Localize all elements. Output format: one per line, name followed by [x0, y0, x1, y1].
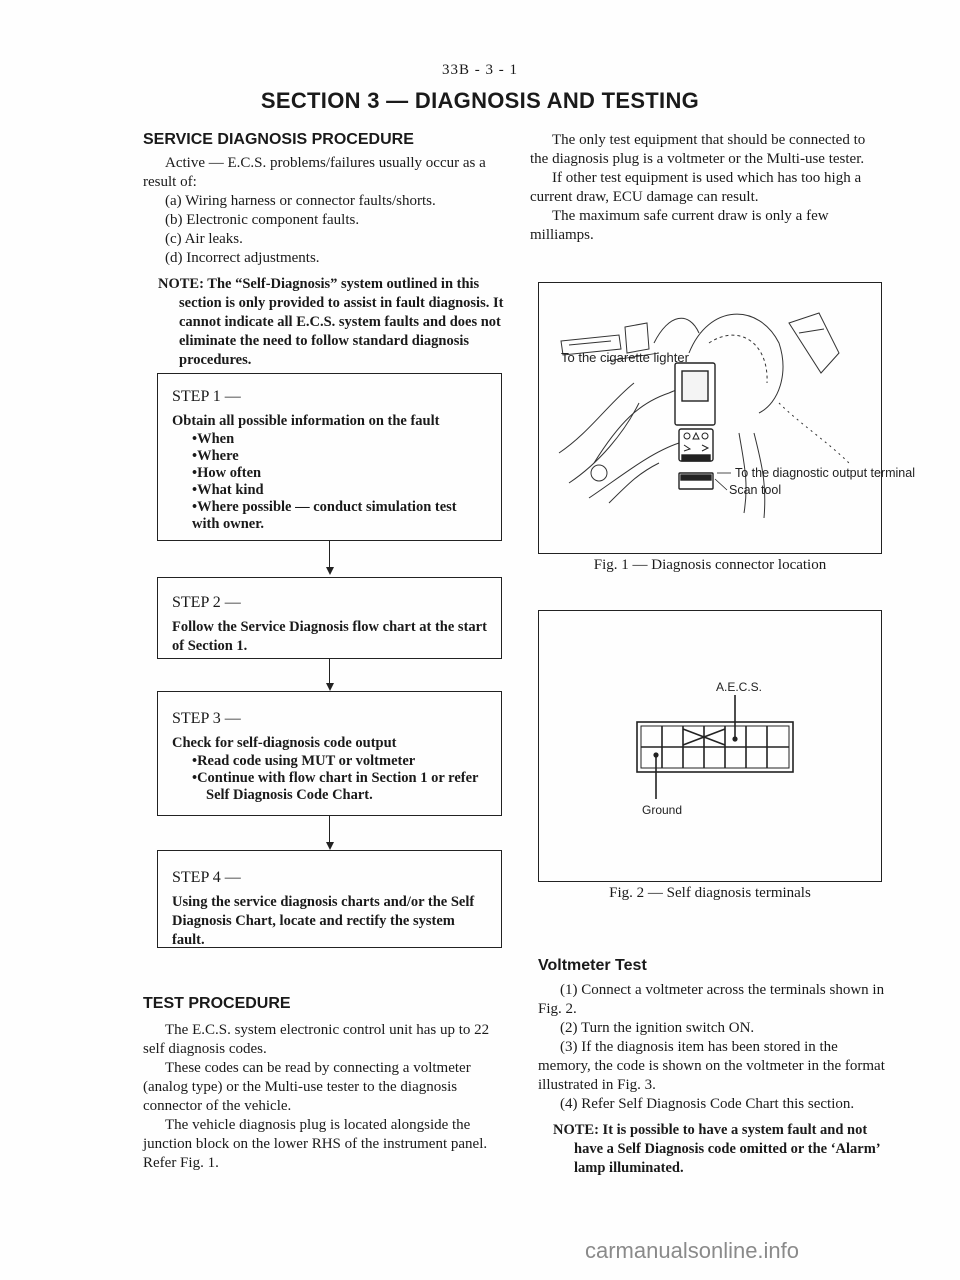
section-title: SECTION 3 — DIAGNOSIS AND TESTING [260, 88, 700, 113]
flow-arrow [329, 541, 330, 569]
step-1-bullet: • How often [192, 465, 487, 482]
step-3-label: STEP 3 — [172, 710, 241, 727]
test-heading: TEST PROCEDURE [143, 995, 291, 1012]
cause-item: (d) Incorrect adjustments. [165, 250, 320, 266]
step-1-bullet: • What kind [192, 482, 487, 499]
fig1-label-terminal: To the diagnostic output terminal [735, 466, 915, 480]
step-3-bullet: • Continue with flow chart in Section 1 or refer Self Diagnosis Code Chart. [192, 770, 487, 804]
flow-arrow-head [326, 683, 334, 691]
step-2-text: Follow the Service Diagnosis flow chart at the start of Section 1. [172, 619, 487, 654]
voltmeter-note: NOTE: It is possible to have a system fault and not have a Self Diagnosis code omitted or the ‘Alarm’ lamp illuminated. [553, 1122, 880, 1176]
flow-arrow-head [326, 842, 334, 850]
test-procedure-section [143, 995, 505, 1173]
test-paragraph: These codes can be read by connecting a voltmeter (analog type) or the Multi-use tester to the diagnosis connector of the vehicle. [143, 1060, 471, 1114]
equipment-paragraph: The only test equipment that should be connected to the diagnosis plug is a voltmeter or the Multi-use tester. [530, 132, 866, 167]
test-paragraph: The E.C.S. system electronic control unit has up to 22 self diagnosis codes. [143, 1022, 490, 1057]
cause-item: (a) Wiring harness or connector faults/shorts. [165, 193, 436, 209]
page-number: 33B - 3 - 1 [442, 62, 518, 78]
self-diagnosis-terminal-diagram [539, 611, 880, 880]
flow-arrow [329, 659, 330, 685]
fig1-label-lighter: To the cigarette lighter [561, 350, 689, 365]
service-note: NOTE: The “Self-Diagnosis” system outlined in this section is only provided to assist in fault diagnosis. It cannot indicate all E.C.S. system faults and does not eliminate the need to follow standard diagnosis procedures. [158, 276, 504, 368]
service-diagnosis-section [143, 131, 505, 370]
fig1-frame [538, 282, 915, 554]
equipment-paragraph: If other test equipment is used which has too high a current draw, ECU damage can result. [530, 170, 862, 205]
equipment-notes [530, 131, 884, 245]
cause-item: (c) Air leaks. [165, 231, 243, 247]
flow-arrow [329, 816, 330, 844]
flow-arrow-head [326, 567, 334, 575]
step-2-label: STEP 2 — [172, 594, 241, 611]
step-4-box [157, 850, 502, 948]
step-1-bullet: • When [192, 431, 487, 448]
step-3-text: Check for self-diagnosis code output [172, 735, 397, 751]
fig2-frame [538, 610, 882, 882]
fig1-caption: Fig. 1 — Diagnosis connector location [593, 557, 827, 573]
step-1-label: STEP 1 — [172, 388, 241, 405]
step-2-box [157, 577, 502, 659]
voltmeter-step: (4) Refer Self Diagnosis Code Chart this section. [560, 1096, 855, 1112]
voltmeter-step: (1) Connect a voltmeter across the terminals shown in Fig. 2. [538, 982, 885, 1017]
cause-item: (b) Electronic component faults. [165, 212, 360, 228]
step-3-box [157, 691, 502, 816]
step-1-bullet: • Where possible — conduct simulation test with owner. [192, 499, 487, 533]
fig1-label-scan: Scan tool [729, 483, 782, 497]
fig2-label-ground: Ground [642, 803, 683, 817]
test-paragraph: The vehicle diagnosis plug is located alongside the junction block on the lower RHS of the instrument panel. Refer Fig. 1. [143, 1117, 488, 1171]
diagnosis-connector-illustration [539, 283, 915, 552]
fig2-label-aecs: A.E.C.S. [715, 680, 763, 694]
step-1-box [157, 373, 502, 541]
service-heading: SERVICE DIAGNOSIS PROCEDURE [143, 131, 414, 148]
voltmeter-step: (3) If the diagnosis item has been stored in the memory, the code is shown on the voltmeter in the format illustrated in Fig. 3. [538, 1039, 885, 1093]
step-4-text: Using the service diagnosis charts and/or the Self Diagnosis Chart, locate and rectify the system fault. [172, 894, 475, 948]
voltmeter-step: (2) Turn the ignition switch ON. [560, 1020, 755, 1036]
voltmeter-test-section [538, 957, 888, 1178]
fig2-caption: Fig. 2 — Self diagnosis terminals [609, 885, 811, 901]
equipment-paragraph: The maximum safe current draw is only a few milliamps. [530, 208, 829, 243]
voltmeter-heading: Voltmeter Test [538, 957, 647, 974]
step-3-bullet: • Read code using MUT or voltmeter [192, 753, 487, 770]
step-1-text: Obtain all possible information on the fault [172, 413, 440, 429]
step-1-bullet: • Where [192, 448, 487, 465]
step-4-label: STEP 4 — [172, 869, 241, 886]
watermark: carmanualsonline.info [585, 1238, 800, 1263]
service-intro: Active — E.C.S. problems/failures usually occur as a result of: [143, 155, 486, 190]
